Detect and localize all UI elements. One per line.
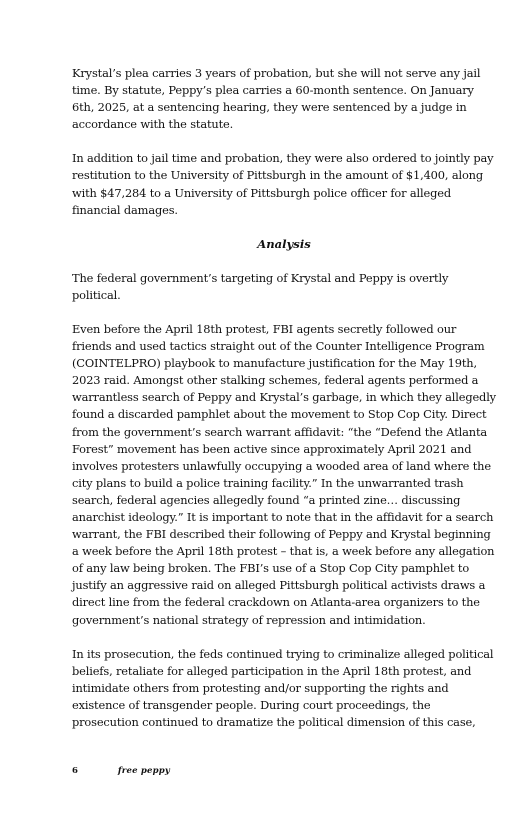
page-number: 6 xyxy=(72,766,78,776)
paragraph-sentencing: Krystal’s plea carries 3 years of probation, but she will not serve any jail time. By statute, Peppy’s plea carries a 60-month sentence. On January 6th, 2025, at a sentencing hearing, they were sentenced by a judge in accordance with the statute. xyxy=(72,66,481,132)
page-footer xyxy=(72,766,170,776)
paragraph-restitution: In addition to jail time and probation, they were also ordered to jointly pay restitution to the University of Pittsburgh in the amount of $1,400, along with $47,284 to a University of Pittsburgh police officer for alleged financial damages. xyxy=(72,151,494,217)
document-body xyxy=(72,65,496,748)
paragraph-fbi-surveillance: Even before the April 18th protest, FBI agents secretly followed our friends and used tactics straight out of the Counter Intelligence Program (COINTELPRO) playbook to manufacture justification for the May 19th, 2023 raid. Amongst other stalking schemes, federal agents performed a warrantless search of Peppy and Krystal’s garbage, in which they allegedly found a discarded pamphlet about the movement to Stop Cop City. Direct from the government’s search warrant affidavit: “the “Defend the Atlanta Forest” movement has been active since approximately April 2021 and involves protesters unlawfully occupying a wooded area of land where the city plans to build a police training facility.” In the unwarranted trash search, federal agencies allegedly found “a printed zine… discussing anarchist ideology.” It is important to note that in the affidavit for a search warrant, the FBI described their following of Peppy and Krystal beginning a week before the April 18th protest – that is, a week before any allegation of any law being broken. The FBI’s use of a Stop Cop City pamphlet to justify an aggressive raid on alleged Pittsburgh political activists draws a direct line from the federal crackdown on Atlanta-area organizers to the government’s national strategy of repression and intimidation. xyxy=(72,321,496,627)
paragraph-prosecution: In its prosecution, the feds continued trying to criminalize alleged political beliefs, retaliate for alleged participation in the April 18th protest, and intimidate others from protesting and/or supporting the rights and existence of transgender people. During court proceedings, the prosecution continued to dramatize the political dimension of this case, xyxy=(72,646,494,729)
footer-title: free peppy xyxy=(117,766,171,776)
section-heading: Analysis xyxy=(257,236,311,251)
paragraph-political-targeting: The federal government’s targeting of Krystal and Peppy is overtly political. xyxy=(72,270,449,302)
